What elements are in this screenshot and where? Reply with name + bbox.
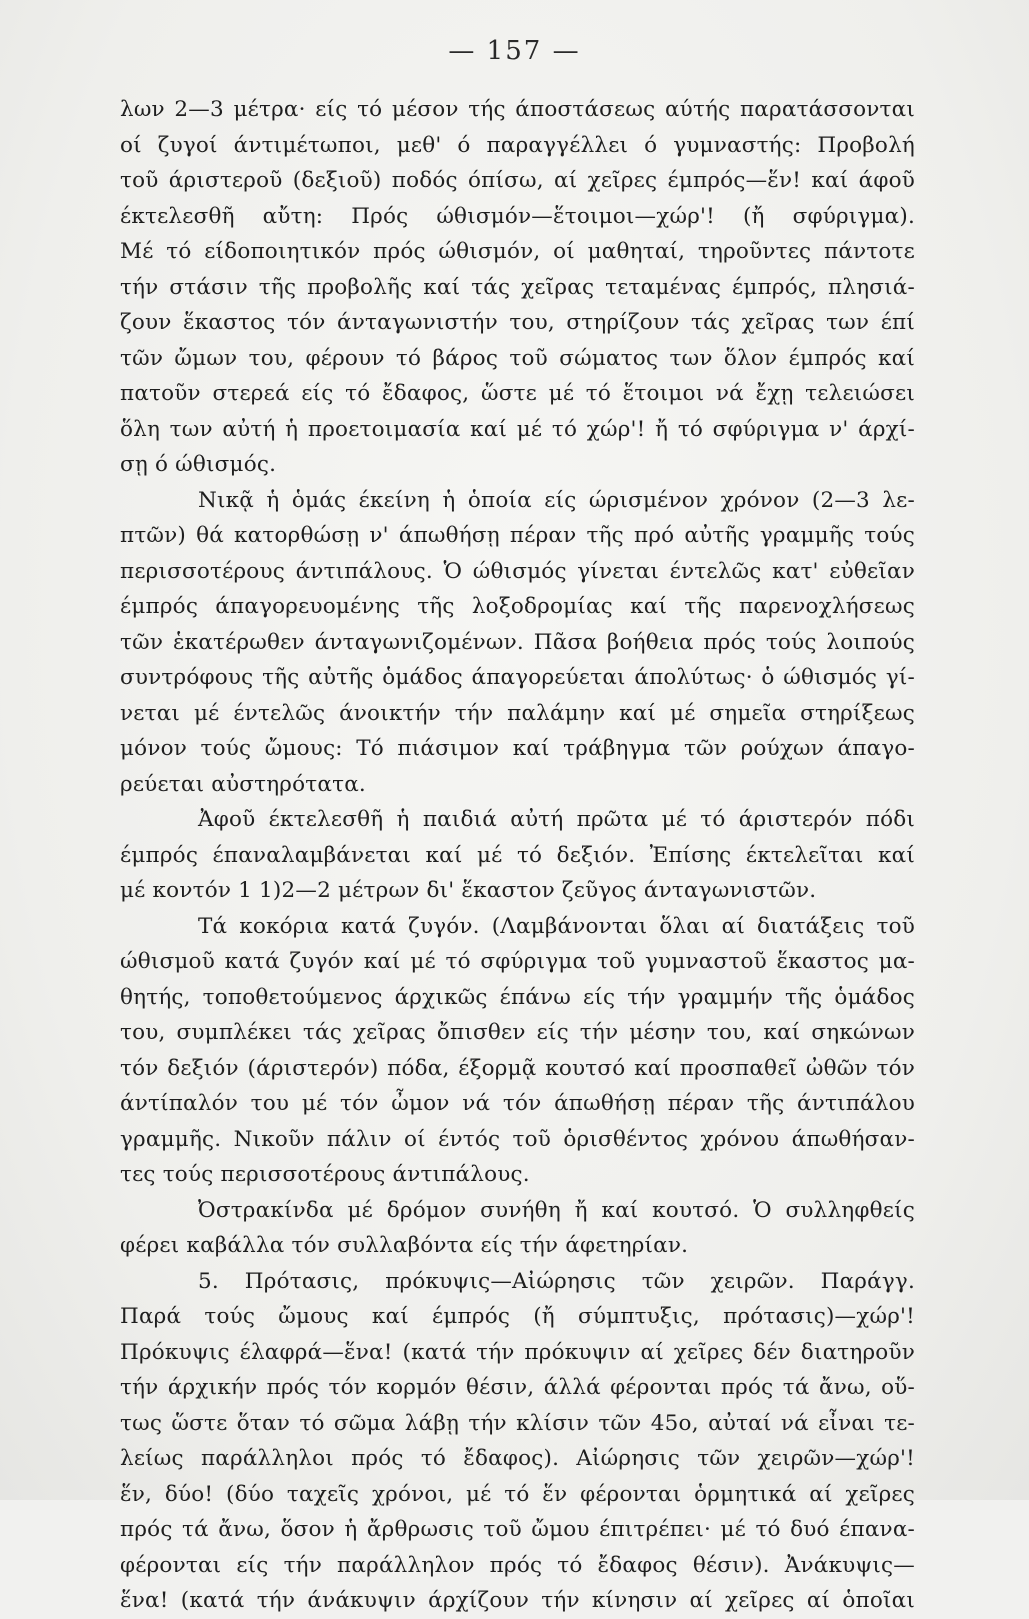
text-line: τόν δεξιόν (άριστερόν) πόδα, έξορμᾷ κουτσό καί προσπαθεῖ ὠθῶν τόν [120,1055,915,1081]
text-line: έμπρός άπαγορευομένης τῆς λοξοδρομίας καί τῆς παρενοχλήσεως [120,594,915,619]
text-line: ἕν, δύο! (δύο ταχεῖς χρόνοι, μέ τό ἕν φέρονται ὁρμητικά αί χεῖρες [120,1481,915,1507]
text-line: τες τούς περισσοτέρους άντιπάλους. [120,1162,530,1187]
text-line: φέρονται είς τήν παράλληλον πρός τό ἔδαφος θέσιν). Ἀνάκυψις— [120,1552,915,1578]
text-line: πρός τά ἄνω, ὅσον ἡ ἄρθρωσις τοῦ ὤμου έπιτρέπει· μέ τό δυό έπανα- [120,1517,915,1542]
text-line: έμπρός έπαναλαμβάνεται καί μέ τό δεξιόν. Ἐπίσης έκτελεῖται καί [120,842,915,868]
text-line: Παρά τούς ὤμους καί έμπρός (ἤ σύμπτυξις, πρότασις)—χώρ'! [120,1304,915,1329]
text-line: συντρόφους τῆς αὐτῆς ὁμάδος άπαγορεύεται άπολύτως· ὁ ώθισμός γί- [120,665,915,690]
text-line: του, συμπλέκει τάς χεῖρας ὄπισθεν είς τήν μέσην του, καί σηκώνων [120,1020,915,1045]
text-line: ώθισμοῦ κατά ζυγόν καί μέ τό σφύριγμα τοῦ γυμναστοῦ ἕκαστος μα- [120,949,915,974]
text-line: τῶν ἑκατέρωθεν άνταγωνιζομένων. Πᾶσα βοήθεια πρός τούς λοιπούς [120,629,915,655]
text-line: θητής, τοποθετούμενος άρχικῶς έπάνω είς τήν γραμμήν τῆς ὁμάδος [120,984,915,1010]
text-line: τήν στάσιν τῆς προβολῆς καί τάς χεῖρας τεταμένας έμπρός, πλησιά- [120,274,915,300]
text-line: Νικᾷ ἡ ὁμάς έκείνη ἡ ὁποία είς ώρισμένον χρόνον (2—3 λε- [198,487,915,513]
text-line: πτῶν) θά κατορθώσῃ ν' άπωθήσῃ πέραν τῆς πρό αὐτῆς γραμμῆς τούς [120,523,915,548]
text-line: ρεύεται αὐστηρότατα. [120,771,366,797]
text-line: περισσοτέρους άντιπάλους. Ὁ ώθισμός γίνεται έντελῶς κατ' εὐθεῖαν [120,558,915,584]
text-line: λείως παράλληλοι πρός τό ἔδαφος). Αἰώρησις τῶν χειρῶν—χώρ'! [120,1446,915,1471]
text-line: νεται μέ έντελῶς άνοικτήν τήν παλάμην καί μέ σημεῖα στηρίξεως [120,700,915,726]
text-line: Μέ τό είδοποιητικόν πρός ώθισμόν, οί μαθηταί, τηροῦντες πάντοτε [120,239,915,264]
text-line: λων 2—3 μέτρα· είς τό μέσον τής άποστάσεως αύτής παρατάσσονται [120,97,915,122]
text-line: σῃ ό ώθισμός. [120,452,277,477]
text-line: Πρόκυψις έλαφρά—ἕνα! (κατά τήν πρόκυψιν αί χεῖρες δέν διατηροῦν [120,1339,915,1365]
text-line: γραμμῆς. Νικοῦν πάλιν οί έντός τοῦ ὁρισθέντος χρόνου άπωθήσαν- [120,1126,915,1152]
text-line: μόνον τούς ὤμους: Τό πιάσιμον καί τράβηγμα τῶν ρούχων άπαγο- [120,736,915,761]
page-number: — 157 — [448,36,581,66]
text-line: άντίπαλόν του μέ τόν ὦμον νά τόν άπωθήσῃ πέραν τῆς άντιπάλου [120,1091,915,1116]
text-line: τοῦ άριστεροῦ (δεξιοῦ) ποδός όπίσω, αί χεῖρες έμπρός—ἕν! καί άφοῦ [120,168,915,193]
text-line: Τά κοκόρια κατά ζυγόν. (Λαμβάνονται ὅλαι αί διατάξεις τοῦ [198,913,915,939]
text-line: οί ζυγοί άντιμέτωποι, μεθ' ό παραγγέλλει ό γυμναστής: Προβολή [120,132,915,158]
text-line: φέρει καβάλλα τόν συλλαβόντα είς τήν άφετηρίαν. [120,1233,689,1258]
text-line: ζουν ἕκαστος τόν άνταγωνιστήν του, στηρίζουν τάς χεῖρας των έπί [120,310,915,335]
text-line: 5. Πρότασις, πρόκυψις—Αἰώρησις τῶν χειρῶν. Παράγγ. [198,1268,915,1294]
text-line: ὅλη των αὐτή ἡ προετοιμασία καί μέ τό χώρ'! ἤ τό σφύριγμα ν' άρχί- [120,416,915,442]
text-line: ἕνα! (κατά τήν άνάκυψιν άρχίζουν τήν κίνησιν αί χεῖρες αί ὁποῖαι [120,1588,915,1613]
text-line: πατοῦν στερεά είς τό ἔδαφος, ὥστε μέ τό ἕτοιμοι νά ἔχῃ τελειώσει [120,381,915,406]
text-line: τως ὥστε ὅταν τό σῶμα λάβῃ τήν κλίσιν τῶν 45ο, αὐταί νά εἶναι τε- [120,1410,915,1436]
text-line: Ἀφοῦ έκτελεσθῆ ἡ παιδιά αὐτή πρῶτα μέ τό άριστερόν πόδι [198,807,915,832]
text-line: έκτελεσθῆ αὔτη: Πρός ώθισμόν—ἕτοιμοι—χώρ'! (ἤ σφύριγμα). [120,203,915,229]
text-line: Ὀστρακίνδα μέ δρόμον συνήθη ἤ καί κουτσό. Ὁ συλληφθείς [198,1197,915,1223]
body-text [120,92,915,1619]
text-line: τῶν ὤμων του, φέρουν τό βάρος τοῦ σώματος των ὅλον έμπρός καί [120,345,915,371]
text-line: μέ κοντόν 1 1)2—2 μέτρων δι' ἕκαστον ζεῦγος άνταγωνιστῶν. [120,878,817,903]
text-line: τήν άρχικήν πρός τόν κορμόν θέσιν, άλλά φέρονται πρός τά ἄνω, οὕ- [120,1375,915,1400]
